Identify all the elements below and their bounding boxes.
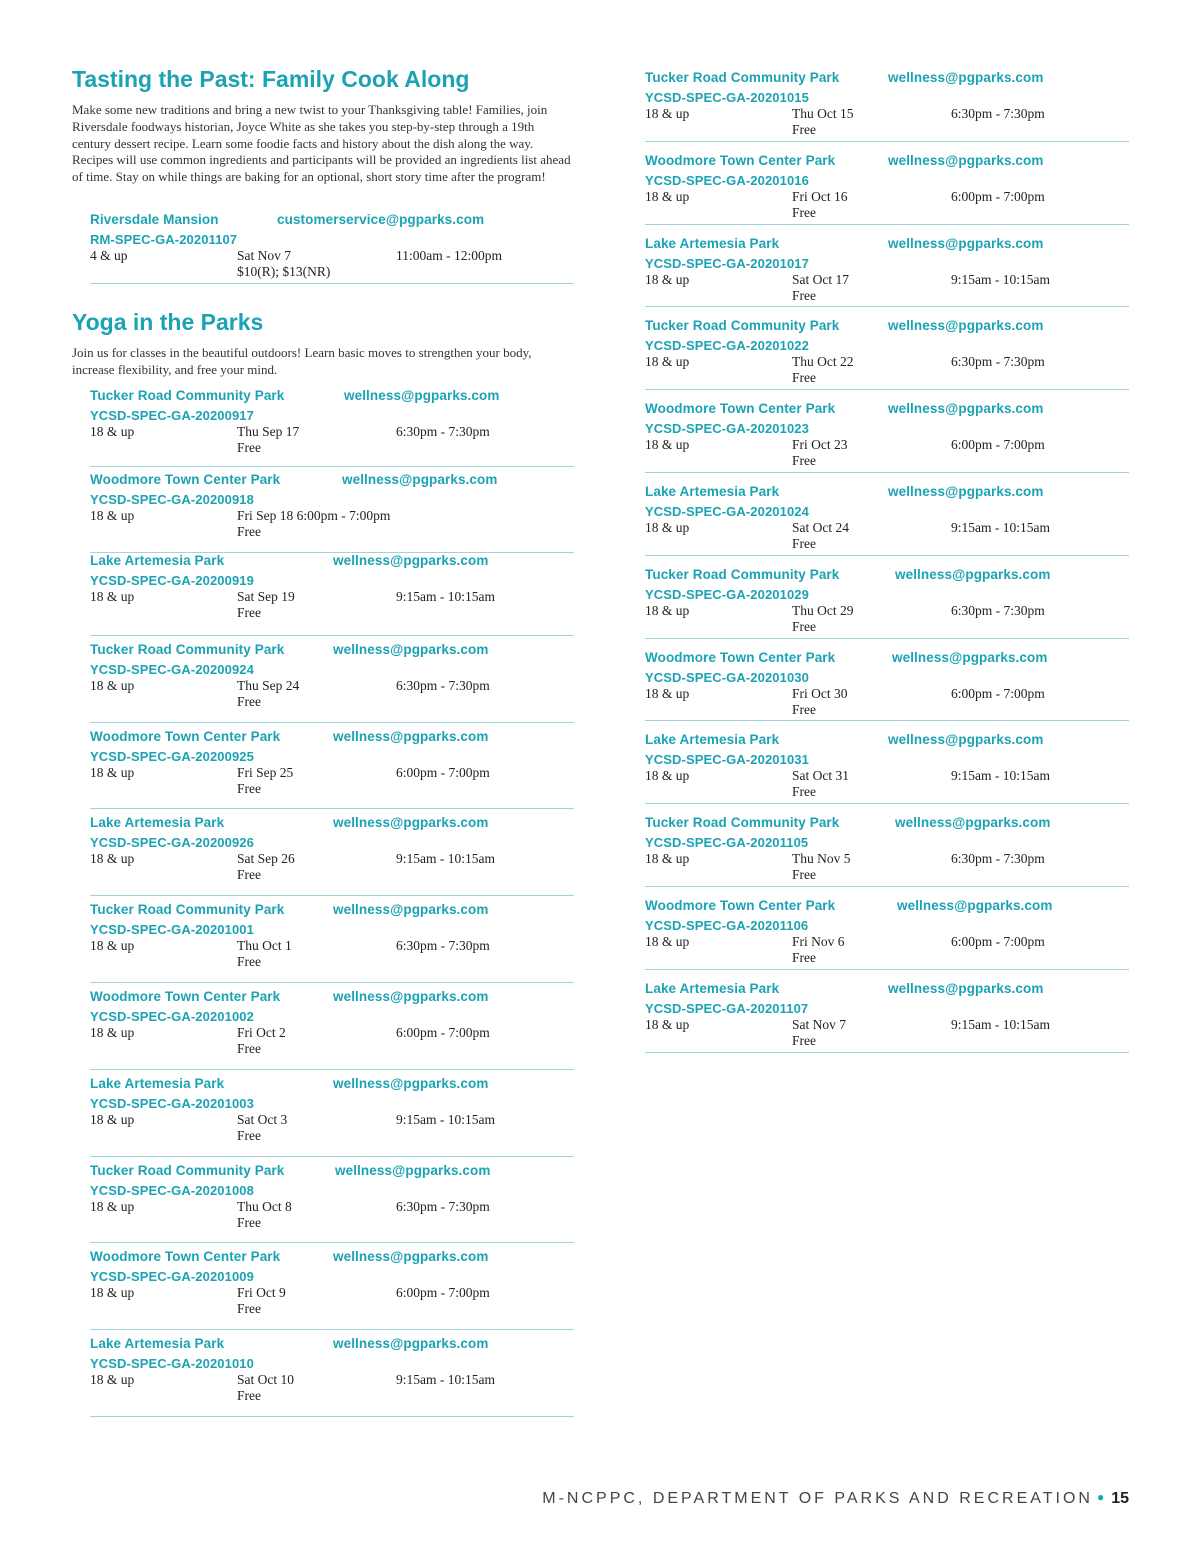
listing-code: YCSD-SPEC-GA-20201002	[90, 1008, 254, 1024]
listing-date: Fri Oct 9	[237, 1285, 286, 1301]
listing-location: Woodmore Town Center Park	[645, 649, 836, 665]
listing-age: 18 & up	[645, 519, 690, 535]
program-listing	[90, 727, 574, 810]
listing-code: YCSD-SPEC-GA-20201016	[645, 172, 809, 188]
listing-fee: Free	[237, 524, 261, 540]
listing-fee: Free	[237, 605, 261, 620]
listing-code: YCSD-SPEC-GA-20201003	[90, 1095, 254, 1111]
listing-time: 9:15am - 10:15am	[951, 519, 1050, 535]
cook-along-listing-list	[90, 212, 574, 284]
listing-date: Fri Nov 6	[792, 933, 845, 949]
listing-time: 6:30pm - 7:30pm	[396, 1198, 490, 1214]
listing-time: 6:30pm - 7:30pm	[396, 677, 490, 693]
listing-fee: Free	[792, 370, 816, 386]
listing-time: 9:15am - 10:15am	[396, 1372, 495, 1388]
listing-date: Sat Oct 10	[237, 1372, 294, 1388]
listing-time: 6:30pm - 7:30pm	[951, 354, 1045, 370]
listing-location: Woodmore Town Center Park	[90, 728, 281, 744]
listing-fee: Free	[237, 1388, 261, 1404]
listing-date: Fri Oct 23	[792, 437, 848, 453]
listing-date: Thu Sep 17	[237, 424, 300, 439]
listing-code: YCSD-SPEC-GA-20200917	[90, 408, 254, 423]
listing-age: 18 & up	[90, 1372, 135, 1388]
cook-along-title: Tasting the Past: Family Cook Along	[72, 66, 470, 92]
listing-email-link[interactable]: wellness@pgparks.com	[888, 732, 1044, 748]
listing-age: 18 & up	[90, 508, 135, 524]
program-listing	[90, 1247, 574, 1330]
listing-code: YCSD-SPEC-GA-20200924	[90, 661, 254, 677]
listing-email-link[interactable]: wellness@pgparks.com	[888, 318, 1044, 334]
cook-along-description: Make some new traditions and bring a new twist to your Thanksgiving table! Families, join Riversdale foodways historian, Joyce White as she takes you step-by-step through a 19th century dessert recipe. Learn some foodie facts and history about the dish along the way. Recipes will use common ingredients and participants will be provided an ingredients list ahead of time. Stay on while things are baking for an optional, short story time after the program!	[72, 102, 571, 185]
listing-date: Fri Sep 25	[237, 764, 294, 780]
page-footer	[542, 1490, 1129, 1508]
listing-code: YCSD-SPEC-GA-20201017	[645, 255, 809, 271]
listing-fee: Free	[792, 204, 816, 220]
program-listing	[645, 721, 1129, 804]
listing-date: Sat Oct 17	[792, 271, 849, 287]
listing-location: Tucker Road Community Park	[90, 388, 285, 403]
listing-location: Lake Artemesia Park	[645, 235, 780, 251]
listing-email-link[interactable]: wellness@pgparks.com	[895, 566, 1051, 582]
listing-time: 6:30pm - 7:30pm	[396, 424, 490, 439]
listing-email-link[interactable]: wellness@pgparks.com	[333, 1249, 489, 1265]
listing-age: 18 & up	[90, 424, 135, 439]
listing-location: Lake Artemesia Park	[90, 553, 225, 568]
listing-fee: Free	[237, 1214, 261, 1230]
listing-age: 18 & up	[90, 1024, 135, 1040]
program-listing	[645, 70, 1129, 142]
program-listing	[90, 553, 574, 636]
listing-time: 9:15am - 10:15am	[396, 589, 495, 604]
listing-location: Woodmore Town Center Park	[645, 897, 836, 913]
listing-age: 18 & up	[645, 933, 690, 949]
program-listing	[90, 813, 574, 896]
listing-fee: Free	[792, 1032, 816, 1048]
bullet-icon: ●	[1096, 1490, 1108, 1504]
program-listing	[90, 987, 574, 1070]
listing-email-link[interactable]: wellness@pgparks.com	[895, 815, 1051, 831]
listing-location: Tucker Road Community Park	[90, 1162, 285, 1178]
listing-time: 9:15am - 10:15am	[951, 271, 1050, 287]
listing-email-link[interactable]: wellness@pgparks.com	[333, 553, 489, 568]
listing-email-link[interactable]: wellness@pgparks.com	[897, 897, 1053, 913]
listing-email-link[interactable]: wellness@pgparks.com	[888, 483, 1044, 499]
listing-age: 18 & up	[90, 1285, 135, 1301]
listing-time: 9:15am - 10:15am	[951, 768, 1050, 784]
listing-time: 9:15am - 10:15am	[951, 1016, 1050, 1032]
listing-date: Sat Sep 26	[237, 851, 295, 867]
listing-fee: Free	[792, 867, 816, 883]
listing-time: 6:00pm - 7:00pm	[951, 685, 1045, 701]
listing-code: YCSD-SPEC-GA-20201029	[645, 586, 809, 602]
listing-code: YCSD-SPEC-GA-20200918	[90, 492, 254, 508]
listing-code: YCSD-SPEC-GA-20201106	[645, 917, 809, 933]
program-listing	[90, 388, 574, 467]
yoga-left-list	[90, 388, 574, 553]
listing-age: 18 & up	[645, 768, 690, 784]
listing-age: 18 & up	[645, 437, 690, 453]
listing-location: Tucker Road Community Park	[645, 318, 840, 334]
listing-date: Thu Nov 5	[792, 851, 851, 867]
program-listing	[645, 639, 1129, 722]
listing-age: 4 & up	[90, 248, 128, 263]
listing-age: 18 & up	[645, 354, 690, 370]
listing-age: 18 & up	[90, 764, 135, 780]
listing-code: YCSD-SPEC-GA-20201023	[645, 421, 809, 437]
listing-age: 18 & up	[645, 106, 690, 121]
program-listing	[90, 900, 574, 983]
listing-time: 6:30pm - 7:30pm	[951, 106, 1045, 121]
listing-fee: Free	[792, 618, 816, 634]
listing-location: Tucker Road Community Park	[645, 70, 840, 85]
yoga-right-list	[645, 70, 1129, 1053]
page-number: 15	[1111, 1490, 1129, 1507]
listing-age: 18 & up	[90, 589, 135, 604]
program-listing	[90, 640, 574, 723]
program-listing	[645, 887, 1129, 970]
yoga-left-list-continued	[90, 553, 574, 1417]
listing-time: 9:15am - 10:15am	[396, 851, 495, 867]
listing-date: Fri Oct 30	[792, 685, 848, 701]
listing-age: 18 & up	[645, 188, 690, 204]
listing-fee: Free	[792, 949, 816, 965]
listing-location: Tucker Road Community Park	[90, 902, 285, 918]
listing-time: 9:15am - 10:15am	[396, 1111, 495, 1127]
listing-time: 6:00pm - 7:00pm	[396, 1285, 490, 1301]
listing-code: YCSD-SPEC-GA-20201105	[645, 835, 809, 851]
program-listing	[645, 390, 1129, 473]
program-listing	[645, 142, 1129, 225]
listing-location: Riversdale Mansion	[90, 212, 219, 227]
program-listing	[90, 212, 574, 284]
listing-code: YCSD-SPEC-GA-20201010	[90, 1356, 254, 1372]
listing-email-link[interactable]: wellness@pgparks.com	[888, 401, 1044, 417]
listing-date: Thu Oct 22	[792, 354, 854, 370]
listing-email-link[interactable]: wellness@pgparks.com	[888, 980, 1044, 996]
listing-fee: Free	[792, 122, 816, 137]
listing-email-link[interactable]: wellness@pgparks.com	[888, 152, 1044, 168]
listing-date: Sat Oct 31	[792, 768, 849, 784]
listing-date: Sat Oct 24	[792, 519, 849, 535]
listing-age: 18 & up	[645, 602, 690, 618]
listing-age: 18 & up	[90, 677, 135, 693]
listing-location: Lake Artemesia Park	[645, 483, 780, 499]
listing-date: Sat Sep 19	[237, 589, 295, 604]
program-listing	[645, 970, 1129, 1053]
listing-code: YCSD-SPEC-GA-20201030	[645, 669, 809, 685]
listing-email-link[interactable]: wellness@pgparks.com	[333, 641, 489, 657]
listing-time: 6:00pm - 7:00pm	[951, 933, 1045, 949]
listing-fee: $10(R); $13(NR)	[237, 264, 331, 279]
listing-fee: Free	[237, 1301, 261, 1317]
listing-age: 18 & up	[645, 851, 690, 867]
listing-fee: Free	[237, 954, 261, 970]
yoga-description: Join us for classes in the beautiful outdoors! Learn basic moves to strengthen your body, increase flexibility, and free your mind.	[72, 345, 532, 377]
listing-location: Lake Artemesia Park	[90, 815, 225, 831]
listing-location: Lake Artemesia Park	[90, 1075, 225, 1091]
footer-text: M-NCPPC, DEPARTMENT OF PARKS AND RECREATION	[542, 1490, 1093, 1507]
listing-code: YCSD-SPEC-GA-20201009	[90, 1269, 254, 1285]
listing-age: 18 & up	[90, 851, 135, 867]
program-listing	[645, 307, 1129, 390]
listing-email-link[interactable]: wellness@pgparks.com	[333, 902, 489, 918]
listing-date: Thu Oct 1	[237, 938, 292, 954]
program-listing	[90, 1334, 574, 1417]
listing-date: Fri Oct 2	[237, 1024, 286, 1040]
listing-fee: Free	[237, 1127, 261, 1143]
listing-date: Fri Oct 16	[792, 188, 848, 204]
listing-age: 18 & up	[90, 1198, 135, 1214]
listing-code: YCSD-SPEC-GA-20200926	[90, 835, 254, 851]
listing-email-link[interactable]: wellness@pgparks.com	[892, 649, 1048, 665]
listing-time: 6:00pm - 7:00pm	[951, 188, 1045, 204]
listing-fee: Free	[792, 701, 816, 717]
listing-email-link[interactable]: wellness@pgparks.com	[335, 1162, 491, 1178]
listing-email-link[interactable]: wellness@pgparks.com	[333, 988, 489, 1004]
listing-time: 6:30pm - 7:30pm	[951, 602, 1045, 618]
listing-location: Lake Artemesia Park	[90, 1336, 225, 1352]
listing-fee: Free	[792, 287, 816, 303]
listing-fee: Free	[237, 693, 261, 709]
listing-code: YCSD-SPEC-GA-20201024	[645, 503, 809, 519]
listing-email-link[interactable]: customerservice@pgparks.com	[277, 212, 485, 227]
listing-date: Sat Nov 7	[237, 248, 291, 263]
listing-fee: Free	[792, 535, 816, 551]
listing-email-link[interactable]: wellness@pgparks.com	[333, 1075, 489, 1091]
listing-age: 18 & up	[645, 271, 690, 287]
listing-time: 6:30pm - 7:30pm	[396, 938, 490, 954]
program-listing	[645, 225, 1129, 308]
listing-time: 6:00pm - 7:00pm	[951, 437, 1045, 453]
listing-location: Woodmore Town Center Park	[90, 472, 281, 488]
listing-location: Woodmore Town Center Park	[90, 1249, 281, 1265]
program-listing	[645, 473, 1129, 556]
listing-email-link[interactable]: wellness@pgparks.com	[333, 1336, 489, 1352]
program-listing	[645, 556, 1129, 639]
listing-date: Thu Oct 29	[792, 602, 854, 618]
listing-location: Lake Artemesia Park	[645, 732, 780, 748]
listing-date: Thu Oct 15	[792, 106, 854, 121]
listing-email-link[interactable]: wellness@pgparks.com	[344, 388, 500, 403]
program-listing	[90, 467, 574, 553]
listing-fee: Free	[792, 784, 816, 800]
listing-time: 6:30pm - 7:30pm	[951, 851, 1045, 867]
listing-age: 18 & up	[645, 1016, 690, 1032]
listing-location: Woodmore Town Center Park	[645, 152, 836, 168]
listing-date: Thu Oct 8	[237, 1198, 292, 1214]
listing-location: Tucker Road Community Park	[645, 566, 840, 582]
program-listing	[645, 804, 1129, 887]
listing-location: Lake Artemesia Park	[645, 980, 780, 996]
listing-location: Tucker Road Community Park	[90, 641, 285, 657]
listing-time: 6:00pm - 7:00pm	[396, 764, 490, 780]
listing-email-link[interactable]: wellness@pgparks.com	[333, 815, 489, 831]
listing-location: Woodmore Town Center Park	[645, 401, 836, 417]
listing-fee: Free	[237, 780, 261, 796]
listing-fee: Free	[237, 867, 261, 883]
listing-code: YCSD-SPEC-GA-20201107	[645, 1000, 809, 1016]
listing-code: YCSD-SPEC-GA-20201008	[90, 1182, 254, 1198]
listing-fee: Free	[237, 440, 261, 455]
listing-code: YCSD-SPEC-GA-20201022	[645, 338, 809, 354]
yoga-title: Yoga in the Parks	[72, 309, 264, 335]
listing-age: 18 & up	[90, 1111, 135, 1127]
listing-age: 18 & up	[90, 938, 135, 954]
listing-email-link[interactable]: wellness@pgparks.com	[342, 472, 498, 488]
listing-fee: Free	[237, 1040, 261, 1056]
listing-date: Sat Nov 7	[792, 1016, 846, 1032]
listing-code: YCSD-SPEC-GA-20200925	[90, 748, 254, 764]
listing-email-link[interactable]: wellness@pgparks.com	[888, 70, 1044, 85]
listing-code: YCSD-SPEC-GA-20201001	[90, 922, 254, 938]
listing-date: Thu Sep 24	[237, 677, 300, 693]
listing-email-link[interactable]: wellness@pgparks.com	[888, 235, 1044, 251]
listing-date: Fri Sep 18 6:00pm - 7:00pm	[237, 508, 391, 524]
listing-email-link[interactable]: wellness@pgparks.com	[333, 728, 489, 744]
listing-code: YCSD-SPEC-GA-20201015	[645, 90, 809, 105]
listing-fee: Free	[792, 453, 816, 469]
listing-code: YCSD-SPEC-GA-20200919	[90, 573, 254, 588]
listing-time: 6:00pm - 7:00pm	[396, 1024, 490, 1040]
listing-location: Woodmore Town Center Park	[90, 988, 281, 1004]
listing-age: 18 & up	[645, 685, 690, 701]
listing-time: 11:00am - 12:00pm	[396, 248, 502, 263]
program-listing	[90, 1161, 574, 1244]
listing-location: Tucker Road Community Park	[645, 815, 840, 831]
listing-date: Sat Oct 3	[237, 1111, 288, 1127]
listing-code: YCSD-SPEC-GA-20201031	[645, 752, 809, 768]
program-listing	[90, 1074, 574, 1157]
listing-code: RM-SPEC-GA-20201107	[90, 232, 238, 247]
